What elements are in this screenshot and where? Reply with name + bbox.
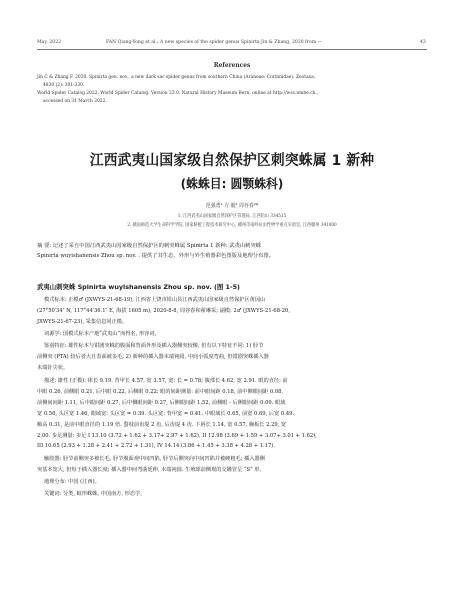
article-title: 江西武夷山国家级自然保护区刺突蛛属 1 新种 xyxy=(89,153,375,169)
description-line-2: 中眼 0.26, 前侧眼 0.21, 后中眼 0.22, 后侧眼 0.22; 眼的间距测量: 前中眼间距 0.18, 前中侧眼间距 0.08, xyxy=(37,389,284,395)
article-subtitle: (蛛蛛目: 圆颚蛛科) xyxy=(180,176,284,191)
distribution: 地理分布: 中国 (江西)。 xyxy=(44,479,100,485)
description-line-4: 宽 0.56, 头区宽 1.46, 眼域宽: 头区宽 = 0.39. 头区宽: 背甲宽 = 0.41. 中眼域长 0.65, 前宽 0.69, 后宽 0.49. xyxy=(37,411,295,417)
diagnosis-line-1: 鉴别特征: 雄性标本与钳剧突蛛的腹面和背面外形及插入器侧突较像, 但有以下特征不同: 1) 胫节 xyxy=(44,343,264,349)
abstract-line-2: Spinirta wuyishanensis Zhou sp. nov. . 提供了其生态、外形与外生殖器彩色图版及地理分布图。 xyxy=(37,253,274,259)
header-date: May, 2022 xyxy=(37,40,62,45)
keywords: 关键词: 分类, 蚁形蛛蛛, 中国南方, 形态学。 xyxy=(44,491,146,497)
type-material-line-2: (27°50′34″ N, 117°44′36.1″ E, 海拔 1605 m), 2020-8-8, 周谷春和翟琳采; 副模: 2♂ (JXWYS-21-68-20, xyxy=(37,308,290,314)
palp-line-2: 突基本宽大, 但短于插入器长度; 插入器中间弯曲延伸, 末端钝圆. 生殖球前侧观的交媾管呈 “S” 形。 xyxy=(37,467,265,473)
author-list: 范强勇¹ 方 毅² 周谷春²* xyxy=(205,203,259,209)
etymology: 词源学: 国模式标本产地“武夷山”而得名, 形容词。 xyxy=(44,331,160,337)
palp-line-1: 触肢器: 胫节前侧突多被长毛, 胫节腹面观中间凹陷, 胫节后侧突向中间凹陷并被硬粗毛; 插入器侧 xyxy=(44,456,265,462)
affiliation-1: 1. 江西武夷山国家级自然保护区管理局, 江西铅山 334515 xyxy=(177,214,287,219)
diagnosis-line-3: 末端针尖状。 xyxy=(37,365,69,371)
reference-1-line-2: 4830 (2): 301-330. xyxy=(43,83,85,88)
description-line-7: III 10.65 (2.93 + 1.28 + 2.41 + 2.72 + 1.31), IV 14.14 (3.86 + 1.45 + 3.38 + 4.28 + 1.17). xyxy=(37,443,275,449)
description-line-5: 额高 0.31, 是前中眼直径的 1.19 倍. 螯枝前齿堤 2 齿, 后齿堤 4 齿. 下唇长 1.14, 宽 0.57. 胸板长 2.29, 宽 xyxy=(37,422,287,428)
reference-2-line-2: accessed on 31 March 2022. xyxy=(43,99,107,104)
description-line-6: 2.00. 步足测量: 步足 I 13.10 (3.72 + 1.62 + 3.17+ 2.97 + 1.62), II 12.98 (3.69 + 1.59 + 3.07+ 3.01 + 1.62), xyxy=(37,433,317,439)
header-rule xyxy=(37,49,427,50)
reference-1-line-1: Jin C & Zhang F. 2020. Spinirta gen. nov., a new dark sac spider genus from southern China (Araneae: Corinnidae). Zootaxa, xyxy=(37,75,316,80)
type-material-line-1: 模式标本: 正模♂ (JXWYS-21-68-19), 江西省上饶市铅山县江西武夷山国家级自然保护区黄冈山 xyxy=(44,297,266,303)
reference-2-line-1: World Spider Catalog 2022. World Spider Catalog. Version 23.0. Natural History Museum Bern, online at http://wsc.nmbe.ch., xyxy=(37,91,319,96)
description-line-1: 描述: 雄性 (正模): 体长 9.19. 背甲长 4.57, 宽 3.57, 宽: 长 = 0.78; 腹部长 4.62, 宽 2.91. 眼的直径: 前 xyxy=(44,378,288,384)
affiliation-2: 2. 赣南师范大学生命科学学院, 国家脐橙工程技术研究中心, 赣州市南岭抗虫性物学重点实验室, 江西赣州 341000 xyxy=(127,223,337,228)
species-heading: 武夷山刺突蛛 Spinirta wuyishanensis Zhou sp. nov. (图 1-5) xyxy=(37,283,240,291)
header-page-number: 43 xyxy=(420,40,426,45)
header-running-title: FAN Qiang-Yong et al.: A new species of the spider genus Spinirta Jin & Zhang, 2020 from — xyxy=(106,40,323,45)
abstract-line-1: 摘 要: 记述了采自中国江西武夷山国家级自然保护区的刺突蛛属 Spinirta 1 新种: 武夷山刺突蛛 xyxy=(37,243,262,249)
type-material-line-3: JXWYS-21-67-23), 采集信息同正模。 xyxy=(37,319,128,325)
references-heading: References xyxy=(213,62,251,69)
diagnosis-line-2: 前侧突 (PTA) 较后者大且表面被多毛; 2) 新种的插入器末端钝圆, 中间小弧度弯曲, 但钳剧突蛛插入器 xyxy=(37,354,269,360)
description-line-3: 前侧间间距 1.11, 后中眼间距 0.27, 后中侧眼间距 0.27, 后侧眼间距 1.52, 前侧眼 - 后侧眼间距 0.09. 眼域 xyxy=(37,400,286,406)
